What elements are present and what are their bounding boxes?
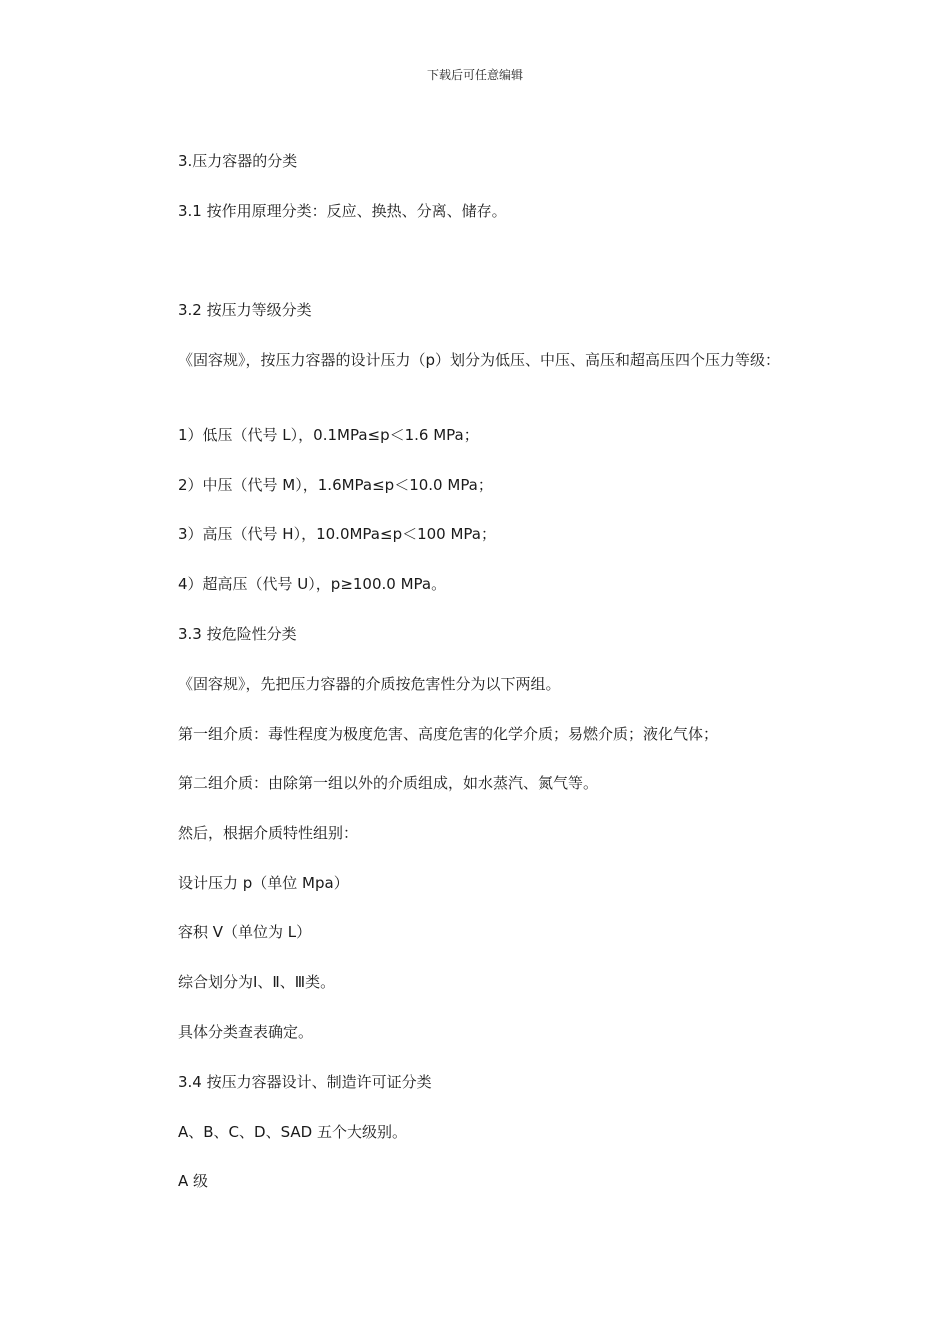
pressure-level-low: 1）低压（代号 L），0.1MPa≤p＜1.6 MPa； xyxy=(178,426,479,444)
section-3-4-line: A 级 xyxy=(178,1172,209,1190)
pressure-level-ultra-high: 4）超高压（代号 U），p≥100.0 MPa。 xyxy=(178,575,447,593)
section-3-3-title: 3.3 按危险性分类 xyxy=(178,625,297,643)
section-3-3-line: 第一组介质：毒性程度为极度危害、高度危害的化学介质；易燃介质；液化气体； xyxy=(178,725,719,743)
section-3-3-line: 容积 V（单位为 L） xyxy=(178,923,312,941)
section-3-3-line: 第二组介质：由除第一组以外的介质组成，如水蒸汽、氮气等。 xyxy=(178,774,599,792)
section-3-3-line: 《固容规》，先把压力容器的介质按危害性分为以下两组。 xyxy=(178,675,561,693)
section-3-title: 3.压力容器的分类 xyxy=(178,152,298,170)
section-3-4-title: 3.4 按压力容器设计、制造许可证分类 xyxy=(178,1073,432,1091)
page-header: 下载后可任意编辑 xyxy=(426,68,523,82)
pressure-level-medium: 2）中压（代号 M），1.6MPa≤p＜10.0 MPa； xyxy=(178,476,493,494)
pressure-level-high: 3）高压（代号 H），10.0MPa≤p＜100 MPa； xyxy=(178,525,496,543)
section-3-2-intro: 《固容规》，按压力容器的设计压力（p）划分为低压、中压、高压和超高压四个压力等级： xyxy=(178,351,781,369)
section-3-2-title: 3.2 按压力等级分类 xyxy=(178,301,312,319)
section-3-3-line: 具体分类查表确定。 xyxy=(178,1023,314,1041)
section-3-3-line: 综合划分为Ⅰ、Ⅱ、Ⅲ类。 xyxy=(178,973,336,991)
section-3-1-text: 3.1 按作用原理分类：反应、换热、分离、储存。 xyxy=(178,202,507,220)
section-3-3-line: 然后，根据介质特性组别： xyxy=(178,824,359,842)
section-3-3-line: 设计压力 p（单位 Mpa） xyxy=(178,874,349,892)
section-3-4-line: A、B、C、D、SAD 五个大级别。 xyxy=(178,1123,407,1141)
